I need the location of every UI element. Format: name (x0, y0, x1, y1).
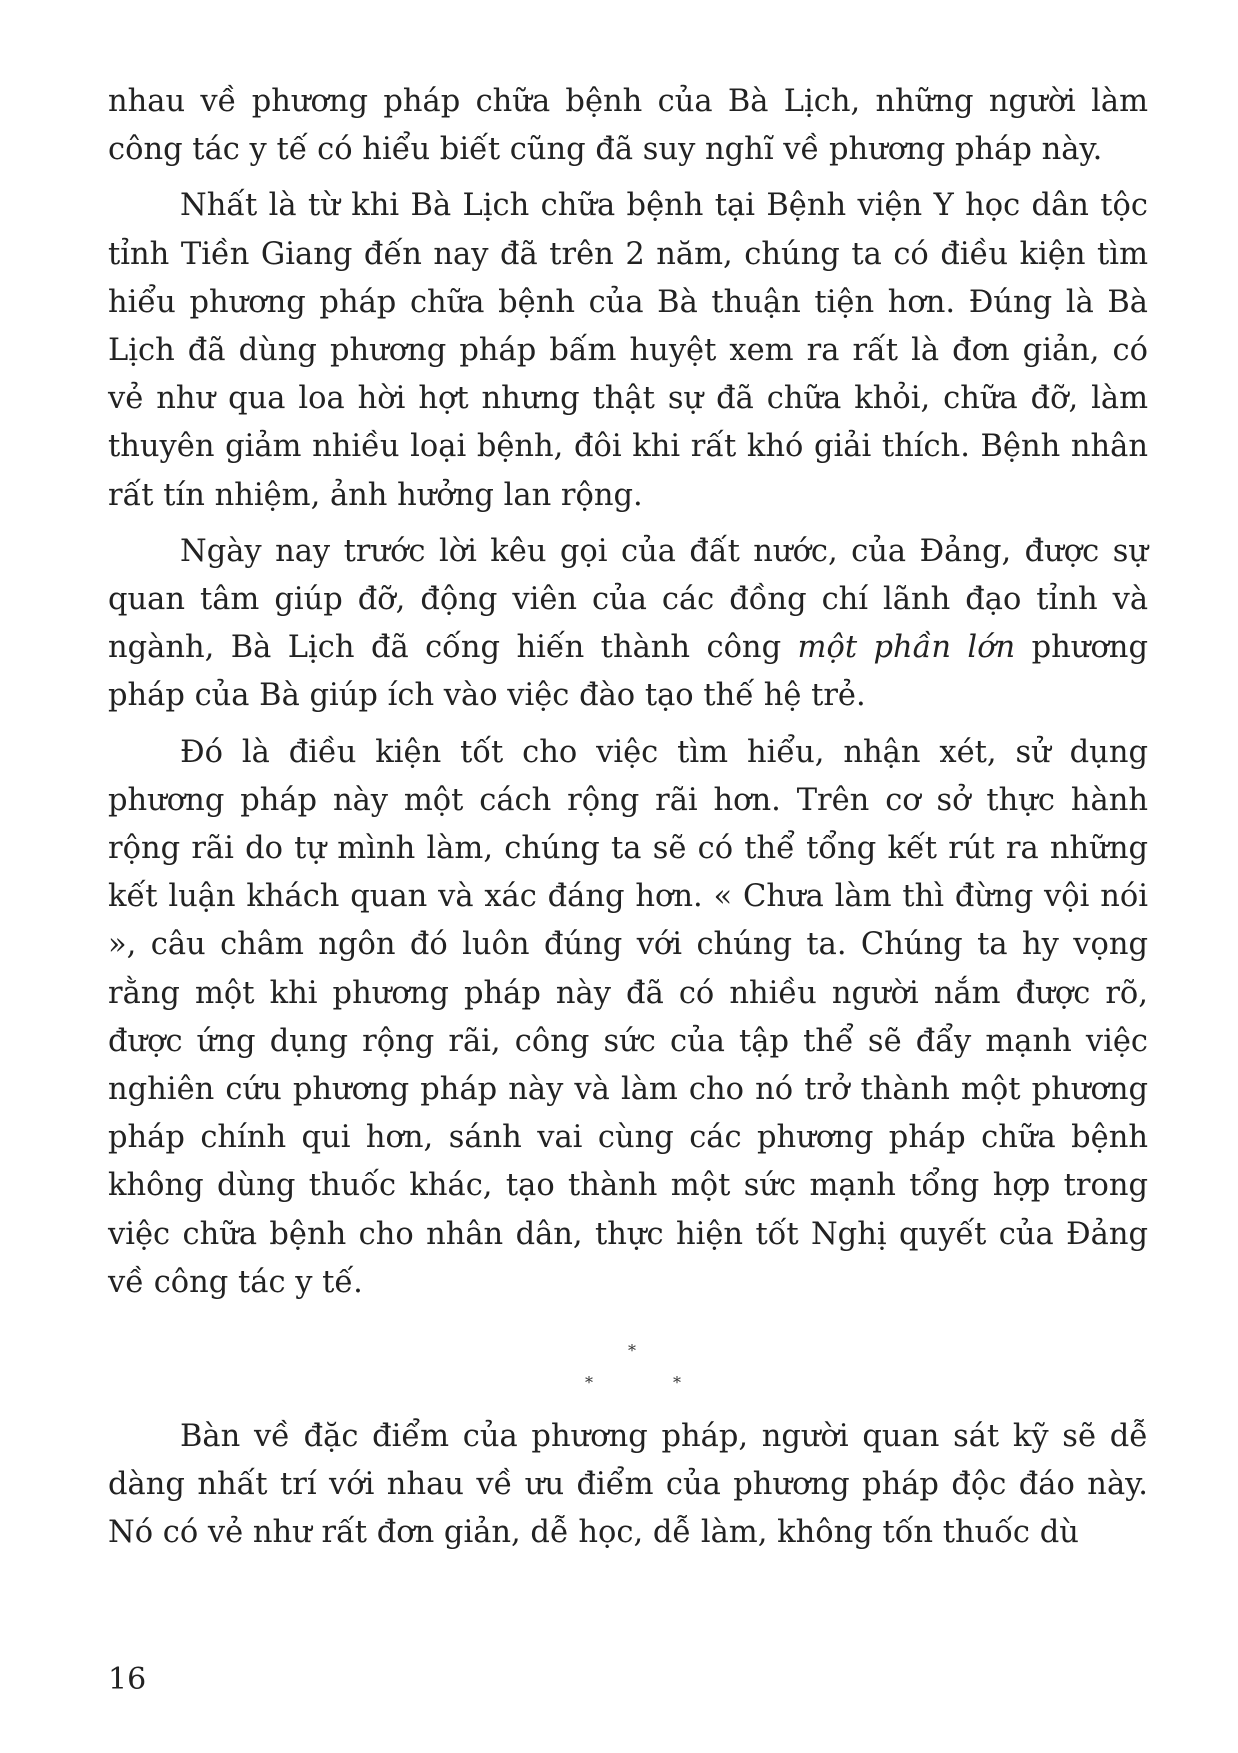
section-divider (108, 1315, 1148, 1405)
paragraph-4-text: Đó là điều kiện tốt cho việc tìm hiểu, nhận xét, sử dụng phương pháp này một cách rộng rãi hơn. Trên cơ sở thực hành rộng rãi do tự mình làm, chúng ta sẽ có thể tổng kết rút ra những kết luận khách quan và xác đáng hơn. « Chưa làm thì đừng vội nói », câu châm ngôn đó luôn đúng với chúng ta. Chúng ta hy vọng rằng một khi phương pháp này đã có nhiều người nắm được rõ, được ứng dụng rộng rãi, công sức của tập thể sẽ đẩy mạnh việc nghiên cứu phương pháp này và làm cho nó trở thành một phương pháp chính qui hơn, sánh vai cùng các phương pháp chữa bệnh không dùng thuốc khác, tạo thành một sức mạnh tổng hợp trong việc chữa bệnh cho nhân dân, thực hiện tốt Nghị quyết của Đảng về công tác y tế. (108, 734, 1148, 1300)
paragraph-5-text: Bàn về đặc điểm của phương pháp, người quan sát kỹ sẽ dễ dàng nhất trí với nhau về ưu điểm của phương pháp độc đáo này. Nó có vẻ như rất đơn giản, dễ học, dễ làm, không tốn thuốc dù (108, 1419, 1148, 1551)
divider-star-right: * (673, 1373, 681, 1393)
paragraph-3-text-after: phương pháp của Bà giúp ích vào việc đào tạo thế hệ trẻ. (108, 630, 1148, 714)
paragraph-4 (108, 729, 1148, 1307)
paragraph-2-text: Nhất là từ khi Bà Lịch chữa bệnh tại Bệnh viện Y học dân tộc tỉnh Tiền Giang đến nay đã trên 2 năm, chúng ta có điều kiện tìm hiểu phương pháp chữa bệnh của Bà thuận tiện hơn. Đúng là Bà Lịch đã dùng phương pháp bấm huyệt xem ra rất là đơn giản, có vẻ như qua loa hời hợt nhưng thật sự đã chữa khỏi, chữa đỡ, làm thuyên giảm nhiều loại bệnh, đôi khi rất khó giải thích. Bệnh nhân rất tín nhiệm, ảnh hưởng lan rộng. (108, 188, 1148, 513)
paragraph-1-text: nhau về phương pháp chữa bệnh của Bà Lịch, những người làm công tác y tế có hiểu biết cũng đã suy nghĩ về phương pháp này. (108, 84, 1148, 168)
page-body (108, 78, 1148, 1558)
divider-star-top: * (628, 1341, 636, 1361)
paragraph-1 (108, 78, 1148, 174)
paragraph-3 (108, 528, 1148, 721)
paragraph-3-emphasis: một phần lớn (797, 630, 1016, 666)
paragraph-5 (108, 1413, 1148, 1558)
divider-star-left: * (585, 1373, 593, 1393)
paragraph-2 (108, 182, 1148, 519)
paragraph-3-text-before: Ngày nay trước lời kêu gọi của đất nước, của Đảng, được sự quan tâm giúp đỡ, động viên của các đồng chí lãnh đạo tỉnh và ngành, Bà Lịch đã cống hiến thành công (108, 533, 1148, 666)
page-number: 16 (108, 1662, 147, 1697)
